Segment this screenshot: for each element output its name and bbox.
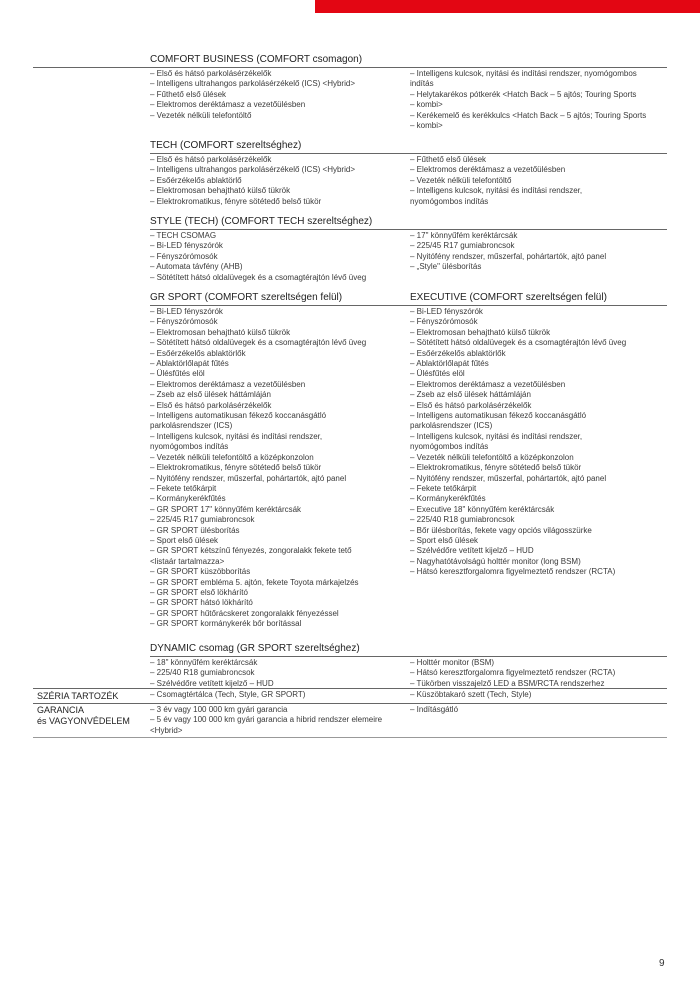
dynamic-left-list [150,658,274,689]
list-item: – Holttér monitor (BSM) [410,658,495,667]
list-item: – Szélvédőre vetített kijelző – HUD [410,546,534,556]
section-title-style: STYLE (TECH) (COMFORT TECH szereltséghez) [150,216,373,227]
section-divider [150,305,667,306]
list-item: – Esőérzékelős ablaktörlők [150,348,246,358]
list-item: – Indításgátló [410,705,459,714]
list-item: <Hybrid> [150,725,183,735]
style-right-list [410,231,606,273]
list-item: – „Style" ülésborítás [410,262,482,272]
section-divider [33,67,667,68]
list-item: – 225/40 R18 gumiabroncsok [410,515,515,525]
list-item: – Vezeték nélküli telefontöltő [410,175,512,185]
list-item: – Executive 18" könnyűfém keréktárcsák [410,504,555,514]
list-item: – 225/45 R17 gumiabroncsok [410,241,515,251]
list-item: – Intelligens ultrahangos parkolásérzékelő (ICS) <Hybrid> [150,165,355,175]
section-divider [150,656,667,657]
section-title-tech: TECH (COMFORT szereltséghez) [150,140,302,151]
list-item: – Nyitófény rendszer, műszerfal, pohártartók, ajtó panel [410,251,607,261]
style-left-list [150,231,366,283]
list-item: – Fényszórómosók [150,251,218,261]
list-item: – Elektrokromatikus, fényre sötétedő belső tükör [150,196,322,206]
list-item: – Sport első ülések [410,535,479,545]
top-accent-bar [315,0,700,13]
list-item: – Elektrokromatikus, fényre sötétedő belső tükör [150,463,322,473]
section-divider [150,229,667,230]
list-item: – Intelligens ultrahangos parkolásérzékelő (ICS) <Hybrid> [150,79,355,89]
list-item: – Első és hátsó parkolásérzékelők [150,155,272,164]
list-item: – Kerékemelő és kerékkulcs <Hatch Back – 5 ajtós; Touring Sports [410,110,647,120]
section-title-comfort-business: COMFORT BUSINESS (COMFORT csomagon) [150,54,363,65]
list-item: – GR SPORT embléma 5. ajtón, fekete Toyota márkajelzés [150,577,359,587]
list-item: – 225/40 R18 gumiabroncsok [150,668,255,678]
list-item: – Elektromos deréktámasz a vezetőülésben [410,165,566,175]
list-item: – Nagyhatótávolságú holttér monitor (long BSM) [410,556,581,566]
list-item: – Elektrokromatikus, fényre sötétedő belső tükör [410,463,582,473]
list-item: – Elektromos deréktámasz a vezetőülésben [150,100,306,110]
list-item: – Fűthető első ülések [150,89,227,99]
list-item: indítás [410,79,434,89]
section-divider [33,703,667,704]
list-item: – Nyitófény rendszer, műszerfal, pohártartók, ajtó panel [410,473,607,483]
section-title-executive: EXECUTIVE (COMFORT szereltségen felül) [410,292,607,303]
list-item: – Bi-LED fényszórók [150,307,223,316]
list-item: – Elektromosan behajtható külső tükrök [150,327,291,337]
list-item: – Hátsó keresztforgalomra figyelmeztető rendszer (RCTA) [410,668,616,678]
list-item: – kombi> [410,100,443,110]
tech-left-list [150,155,355,207]
list-item: – Intelligens kulcsok, nyitási és indítási rendszer, [410,186,583,196]
list-item: – Fényszórómosók [410,317,478,327]
list-item: – Intelligens automatikusan fékező koccanásgátló [410,411,587,421]
warranty-label-line1: GARANCIA [37,705,85,715]
list-item: – Küszöbtakaró szett (Tech, Style) [410,690,532,699]
list-item: – Helytakarékos pótkerék <Hatch Back – 5 ajtós; Touring Sports [410,89,637,99]
list-item: parkolásrendszer (ICS) [150,421,233,431]
list-item: – Zseb az első ülések háttámláján [150,390,271,400]
list-item: – 225/45 R17 gumiabroncsok [150,515,255,525]
list-item: – Vezeték nélküli telefontöltő a középkonzolon [410,452,574,462]
list-item: – Esőérzékelős ablaktörlők [410,348,506,358]
list-item: parkolásrendszer (ICS) [410,421,493,431]
list-item: – Hátsó keresztforgalomra figyelmeztető rendszer (RCTA) [410,567,616,577]
list-item: – Ülésfűtés elöl [150,369,205,379]
list-item: – 18" könnyűfém keréktárcsák [150,658,258,667]
list-item: – 3 év vagy 100 000 km gyári garancia [150,705,288,714]
list-item: – Sötétített hátsó oldalüvegek és a csomagtérajtón lévő üveg [410,338,627,348]
list-item: – Sötétített hátsó oldalüvegek és a csomagtérajtón lévő üveg [150,338,367,348]
section-divider [33,737,667,738]
list-item: – Fényszórómosók [150,317,218,327]
gr-sport-list [150,307,366,630]
list-item: – Fűthető első ülések [410,155,487,164]
list-item: – Elektromosan behajtható külső tükrök [150,186,291,196]
list-item: – Elektromos deréktámasz a vezetőülésben [150,379,306,389]
list-item: – Vezeték nélküli telefontöltő a középkonzolon [150,452,314,462]
list-item: – Ablaktörlőlapát fűtés [410,359,489,369]
list-item: – Elektromos deréktámasz a vezetőülésben [410,379,566,389]
list-item: – Sötétített hátsó oldalüvegek és a csomagtérajtón lévő üveg [150,272,367,282]
warranty-right-list [410,705,458,715]
list-item: nyomógombos indítás [410,442,489,452]
warranty-left-list [150,705,382,736]
list-item: – Intelligens kulcsok, nyitási és indítási rendszer, [410,431,583,441]
list-item: – Első és hátsó parkolásérzékelők [410,400,532,410]
list-item: <listaár tartalmazza> [150,556,225,566]
list-item: – Első és hátsó parkolásérzékelők [150,69,272,78]
warranty-label-line2: és VAGYONVÉDELEM [37,716,130,726]
list-item: – GR SPORT első lökhárító [150,587,248,597]
section-divider [33,688,667,689]
list-item: – Bőr ülésborítás, fekete vagy opciós világosszürke [410,525,592,535]
list-item: – GR SPORT hűtőrácskeret zongoralakk fényezéssel [150,608,339,618]
list-item: – Szélvédőre vetített kijelző – HUD [150,678,274,688]
list-item: – TECH CSOMAG [150,231,217,240]
list-item: – Elektromosan behajtható külső tükrök [410,327,551,337]
list-item: – GR SPORT ülésborítás [150,525,240,535]
list-item: – 17" könnyűfém keréktárcsák [410,231,518,240]
list-item: – Nyitófény rendszer, műszerfal, pohártartók, ajtó panel [150,473,347,483]
list-item: – GR SPORT küszöbborítás [150,567,251,577]
list-item: – Automata távfény (AHB) [150,262,243,272]
serial-left-list [150,690,305,700]
page-number: 9 [659,958,665,969]
executive-list [410,307,626,578]
list-item: – GR SPORT kétszínű fényezés, zongoralakk fekete tető [150,546,352,556]
section-title-dynamic: DYNAMIC csomag (GR SPORT szereltséghez) [150,643,360,654]
dynamic-right-list [410,658,615,689]
serial-accessory-label: SZÉRIA TARTOZÉK [37,691,119,701]
section-divider [150,153,667,154]
list-item: – Vezeték nélküli telefontöltő [150,110,252,120]
list-item: – Zseb az első ülések háttámláján [410,390,531,400]
list-item: nyomógombos indítás [150,442,229,452]
list-item: – Fekete tetőkárpit [410,483,477,493]
list-item: – Tükörben visszajelző LED a BSM/RCTA rendszerhez [410,678,605,688]
list-item: – Sport első ülések [150,535,219,545]
tech-right-list [410,155,582,207]
list-item: – Kormánykerékfűtés [410,494,486,504]
list-item: – kombi> [410,121,443,131]
comfort-business-right-list [410,69,646,131]
list-item: – Intelligens kulcsok, nyitási és indítási rendszer, [150,431,323,441]
list-item: – Bi-LED fényszórók [150,241,223,251]
list-item: – GR SPORT hátsó lökhárító [150,598,253,608]
section-title-gr-sport: GR SPORT (COMFORT szereltségen felül) [150,292,343,303]
list-item: – Fekete tetőkárpit [150,483,217,493]
list-item: – 5 év vagy 100 000 km gyári garancia a hibrid rendszer elemeire [150,715,383,725]
list-item: – Ülésfűtés elöl [410,369,465,379]
comfort-business-left-list [150,69,355,121]
list-item: – GR SPORT 17" könnyűfém keréktárcsák [150,504,302,514]
list-item: – Első és hátsó parkolásérzékelők [150,400,272,410]
list-item: – Kormánykerékfűtés [150,494,226,504]
list-item: – Intelligens kulcsok, nyitási és indítási rendszer, nyomógombos [410,69,637,78]
list-item: – Intelligens automatikusan fékező koccanásgátló [150,411,327,421]
list-item: – Ablaktörlőlapát fűtés [150,359,229,369]
list-item: – GR SPORT kormánykerék bőr borítással [150,619,302,629]
serial-right-list [410,690,531,700]
list-item: – Csomagtértálca (Tech, Style, GR SPORT) [150,690,306,699]
list-item: nyomógombos indítás [410,196,489,206]
list-item: – Esőérzékelős ablaktörlő [150,175,242,185]
list-item: – Bi-LED fényszórók [410,307,483,316]
